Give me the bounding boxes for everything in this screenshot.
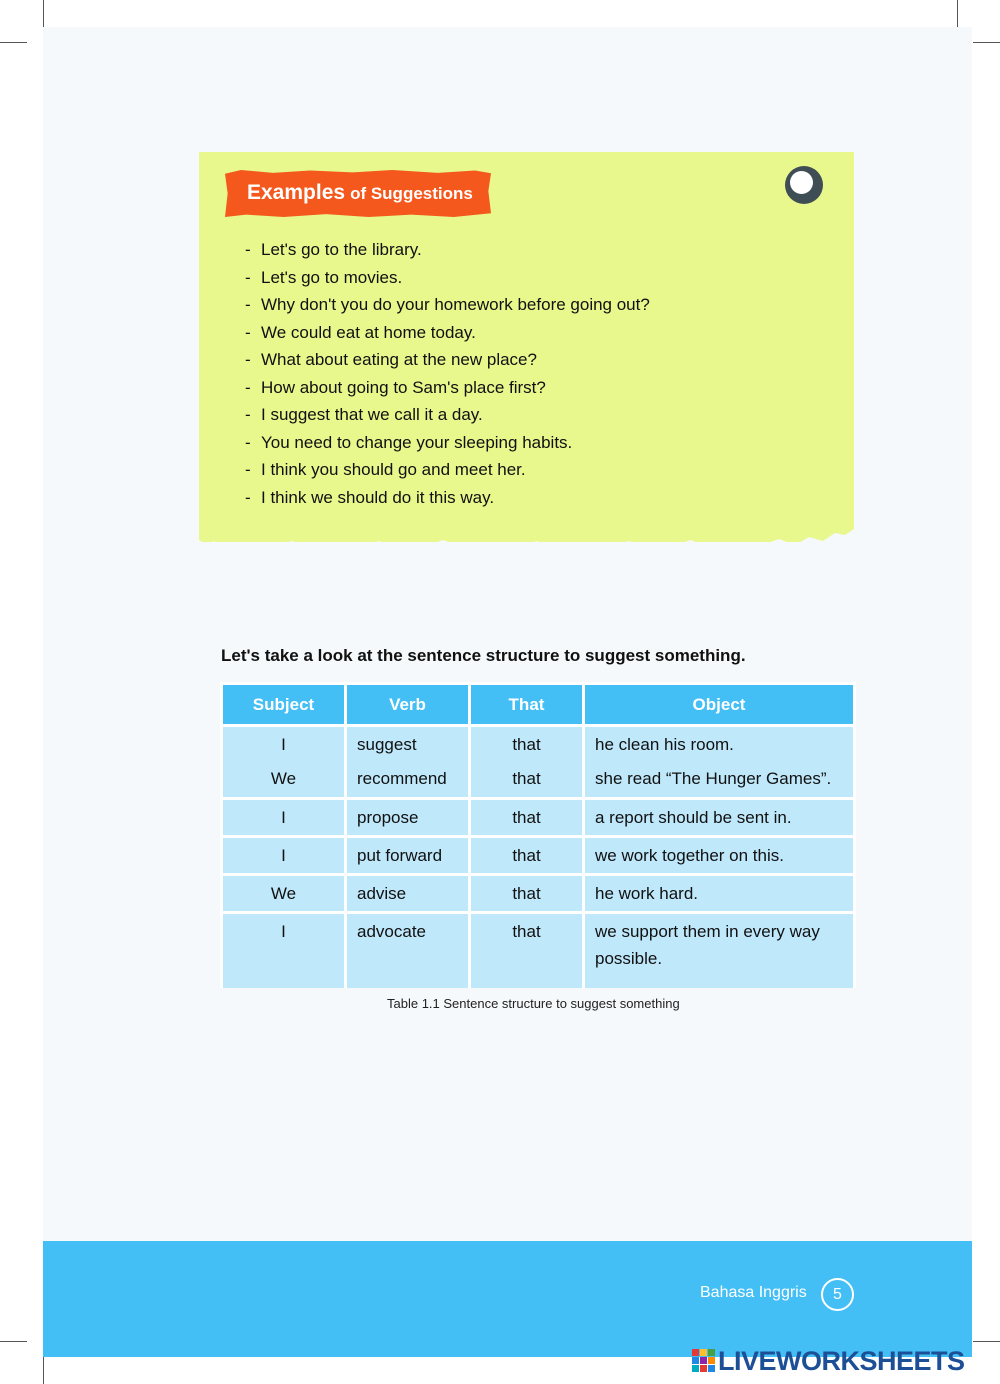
watermark-text: LIVEWORKSHEETS <box>718 1346 965 1376</box>
crop-mark <box>43 1357 44 1384</box>
table-row <box>222 726 855 762</box>
list-item: - Let's go to the library. <box>245 236 650 264</box>
list-item: - What about eating at the new place? <box>245 346 650 374</box>
table-row <box>222 762 855 799</box>
table-caption: Table 1.1 Sentence structure to suggest something <box>387 996 680 1011</box>
cell-verb: put forward <box>346 836 470 874</box>
cell-subject: We <box>222 762 346 799</box>
table-header-row <box>222 684 855 726</box>
cell-that: that <box>470 726 584 762</box>
cell-that: that <box>470 912 584 988</box>
page-number: 5 <box>821 1278 854 1311</box>
cell-verb: suggest <box>346 726 470 762</box>
crop-mark <box>973 42 1000 43</box>
structure-intro: Let's take a look at the sentence structure to suggest something. <box>221 646 746 665</box>
cell-object: we support them in every way possible. <box>584 912 855 988</box>
crop-mark <box>0 42 27 43</box>
cell-object: she read “The Hunger Games”. <box>584 762 855 799</box>
table-row <box>222 836 855 874</box>
cell-subject: I <box>222 836 346 874</box>
examples-title-sub: of Suggestions <box>350 184 473 203</box>
cell-subject: I <box>222 798 346 836</box>
cell-subject: I <box>222 912 346 988</box>
list-item: - Why don't you do your homework before going out? <box>245 291 650 319</box>
list-item: - We could eat at home today. <box>245 319 650 347</box>
cell-object: he work hard. <box>584 874 855 912</box>
header-that: That <box>470 684 584 726</box>
crop-mark <box>43 0 44 27</box>
list-item: - I suggest that we call it a day. <box>245 401 650 429</box>
torn-paper-edge <box>199 515 854 565</box>
cell-verb: advocate <box>346 912 470 988</box>
cell-object: we work together on this. <box>584 836 855 874</box>
cell-that: that <box>470 798 584 836</box>
cell-object: a report should be sent in. <box>584 798 855 836</box>
crop-mark <box>0 1341 27 1342</box>
cell-verb: propose <box>346 798 470 836</box>
book-title: Bahasa Inggris <box>700 1284 807 1301</box>
cell-that: that <box>470 836 584 874</box>
cell-subject: I <box>222 726 346 762</box>
list-item: - You need to change your sleeping habits. <box>245 429 650 457</box>
cell-object: he clean his room. <box>584 726 855 762</box>
table-row <box>222 798 855 836</box>
cell-that: that <box>470 762 584 799</box>
examples-title-main: Examples <box>247 181 346 204</box>
list-item: - I think we should do it this way. <box>245 484 650 512</box>
decorative-circle-icon <box>785 166 823 204</box>
cell-subject: We <box>222 874 346 912</box>
cell-verb: recommend <box>346 762 470 799</box>
liveworksheets-logo-icon <box>692 1349 716 1373</box>
header-subject: Subject <box>222 684 346 726</box>
crop-mark <box>957 0 958 27</box>
table-row <box>222 912 855 988</box>
suggestion-examples-list <box>245 236 650 511</box>
list-item: - I think you should go and meet her. <box>245 456 650 484</box>
header-verb: Verb <box>346 684 470 726</box>
table-row <box>222 874 855 912</box>
header-object: Object <box>584 684 855 726</box>
cell-verb: advise <box>346 874 470 912</box>
list-item: - How about going to Sam's place first? <box>245 374 650 402</box>
crop-mark <box>973 1341 1000 1342</box>
sentence-structure-table <box>220 682 856 988</box>
examples-title <box>247 176 473 210</box>
list-item: - Let's go to movies. <box>245 264 650 292</box>
cell-that: that <box>470 874 584 912</box>
